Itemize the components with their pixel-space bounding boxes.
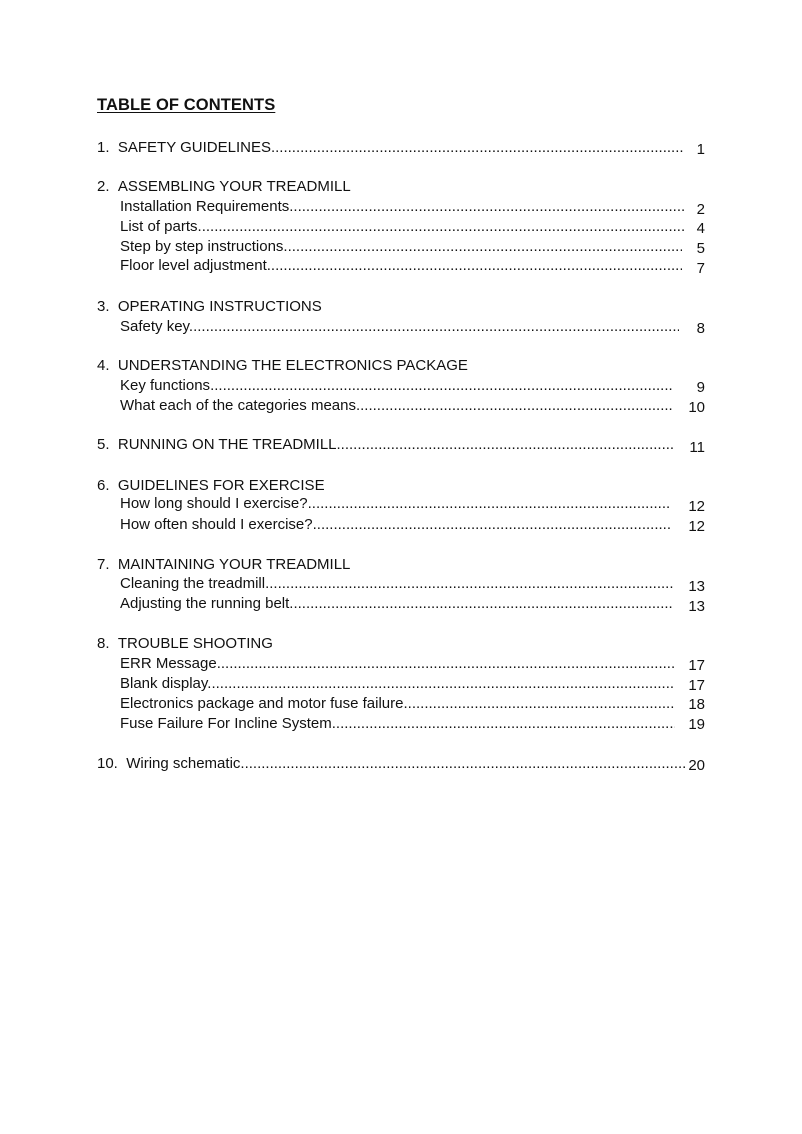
toc-entry[interactable]: Floor level adjustment ..... <box>120 256 682 276</box>
toc-entry[interactable]: ERR Message ..... <box>120 654 675 674</box>
toc-entry[interactable]: How often should I exercise? ..... <box>120 515 671 535</box>
page-number: 13 <box>688 578 705 595</box>
section-title: MAINTAINING YOUR TREADMILL <box>117 556 351 573</box>
section-number: 2. <box>97 178 110 195</box>
page-number: 5 <box>696 240 705 257</box>
page-number: 2 <box>696 201 705 218</box>
toc-entry[interactable]: Key functions ..... <box>120 376 674 396</box>
section-number: 5. <box>97 436 110 453</box>
section-title: ASSEMBLING YOUR TREADMILL <box>117 178 351 195</box>
toc-section-8-heading <box>97 634 273 654</box>
section-number: 7. <box>97 556 110 573</box>
toc-entry[interactable]: Cleaning the treadmill ..... <box>120 574 674 594</box>
toc-entry[interactable]: Adjusting the running belt ..... <box>120 594 674 614</box>
section-title: GUIDELINES FOR EXERCISE <box>117 477 325 494</box>
toc-entry[interactable]: How long should I exercise? ..... <box>120 494 671 514</box>
section-title: OPERATING INSTRUCTIONS <box>117 298 322 315</box>
page-number: 12 <box>688 518 705 535</box>
toc-section-4-heading <box>97 356 468 376</box>
toc-section-10[interactable] <box>97 754 686 774</box>
page-number: 13 <box>688 598 705 615</box>
toc-section-1[interactable] <box>97 138 684 158</box>
page-number: 8 <box>696 320 705 337</box>
toc-section-5[interactable] <box>97 435 674 455</box>
section-title: TROUBLE SHOOTING <box>117 635 273 652</box>
section-number: 8. <box>97 635 110 652</box>
page-number: 12 <box>688 498 705 515</box>
toc-section-6-heading <box>97 476 325 496</box>
page-number: 7 <box>696 260 705 277</box>
toc-section-2-heading <box>97 177 351 197</box>
section-number: 1. <box>97 139 110 156</box>
section-title: Wiring schematic <box>126 755 241 772</box>
page-number: 4 <box>696 220 705 237</box>
toc-section-3-heading <box>97 297 322 317</box>
page-number: 17 <box>688 677 705 694</box>
section-title: UNDERSTANDING THE ELECTRONICS PACKAGE <box>117 357 468 374</box>
page-number: 20 <box>688 757 705 774</box>
section-number: 10. <box>97 755 118 772</box>
toc-entry[interactable]: Blank display ..... <box>120 674 675 694</box>
page-number: 11 <box>689 439 705 456</box>
section-title: RUNNING ON THE TREADMILL <box>117 436 337 453</box>
toc-entry[interactable]: List of parts ..... <box>120 217 684 237</box>
page-number: 17 <box>688 657 705 674</box>
section-number: 4. <box>97 357 110 374</box>
page-number: 19 <box>688 716 705 733</box>
toc-entry[interactable]: Installation Requirements ..... <box>120 197 684 217</box>
toc-entry[interactable]: Fuse Failure For Incline System ..... <box>120 714 675 734</box>
page-number: 1 <box>696 141 705 158</box>
toc-entry[interactable]: Safety key ..... <box>120 317 679 337</box>
toc-entry[interactable]: Step by step instructions ..... <box>120 237 682 257</box>
page-number: 18 <box>688 696 705 713</box>
page-number: 9 <box>696 379 705 396</box>
toc-entry[interactable]: What each of the categories means ..... <box>120 396 674 416</box>
toc-entry[interactable]: Electronics package and motor fuse failure ..... <box>120 694 675 714</box>
page-number: 10 <box>688 399 705 416</box>
section-title: SAFETY GUIDELINES <box>117 139 271 156</box>
toc-section-7-heading <box>97 555 350 575</box>
section-number: 3. <box>97 298 110 315</box>
section-number: 6. <box>97 477 110 494</box>
page-title: TABLE OF CONTENTS <box>97 96 276 114</box>
